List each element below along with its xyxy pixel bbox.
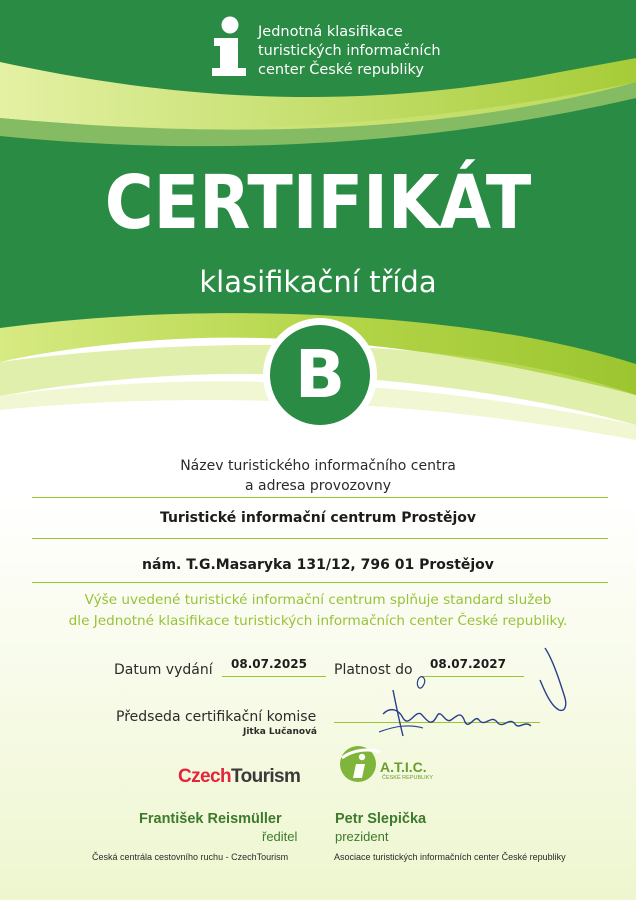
- issue-date-value: 08.07.2025: [231, 657, 307, 671]
- header-text: [258, 23, 558, 80]
- certificate-subtitle: klasifikační třída: [199, 265, 437, 299]
- name-label-line-2: a adresa provozovny: [245, 478, 391, 494]
- committee-name: Jitka Lučanová: [243, 727, 318, 737]
- right-signatory-role: prezident: [335, 829, 389, 844]
- info-icon: [208, 16, 250, 78]
- atic-logo-text: A.T.I.C.: [380, 759, 427, 775]
- right-signatory-org: Asociace turistických informačních center České republiky: [334, 852, 566, 862]
- czechtourism-logo: [178, 766, 300, 788]
- right-signatory-name: Petr Slepička: [335, 811, 427, 827]
- field-divider: [32, 582, 608, 583]
- committee-label: Předseda certifikační komise: [116, 709, 317, 725]
- issue-date-line: [222, 676, 326, 677]
- field-divider: [32, 497, 608, 498]
- valid-until-value: 08.07.2027: [430, 657, 506, 671]
- header-line-1: Jednotná klasifikace: [258, 24, 403, 40]
- name-label-line-1: Název turistického informačního centra: [180, 458, 456, 474]
- certificate-title: CERTIFIKÁT: [104, 160, 532, 246]
- field-divider: [32, 538, 608, 539]
- left-signatory-role: ředitel: [262, 829, 298, 844]
- class-badge: B: [270, 325, 370, 425]
- czechtourism-logo-tourism: Tourism: [230, 766, 301, 787]
- left-signatory-name: František Reismüller: [139, 811, 282, 827]
- czechtourism-logo-czech: Czech: [178, 766, 231, 787]
- statement-line-2: dle Jednotné klasifikace turistických informačních center České republiky.: [68, 613, 568, 629]
- center-name: Turistické informační centrum Prostějov: [159, 510, 477, 526]
- header-line-2: turistických informačních: [258, 43, 441, 59]
- atic-logo-icon: [338, 742, 382, 786]
- statement-line-1: Výše uvedené turistické informační centrum splňuje standard služeb: [84, 592, 552, 608]
- center-address: nám. T.G.Masaryka 131/12, 796 01 Prostějov: [142, 557, 494, 573]
- atic-logo-subtext: ČESKÉ REPUBLIKY: [382, 775, 434, 781]
- issue-date-label: Datum vydání: [114, 662, 213, 678]
- signature: [375, 640, 575, 740]
- left-signatory-org: Česká centrála cestovního ruchu - CzechTourism: [92, 852, 289, 862]
- valid-until-label: Platnost do: [334, 662, 413, 678]
- header-line-3: center České republiky: [258, 62, 424, 78]
